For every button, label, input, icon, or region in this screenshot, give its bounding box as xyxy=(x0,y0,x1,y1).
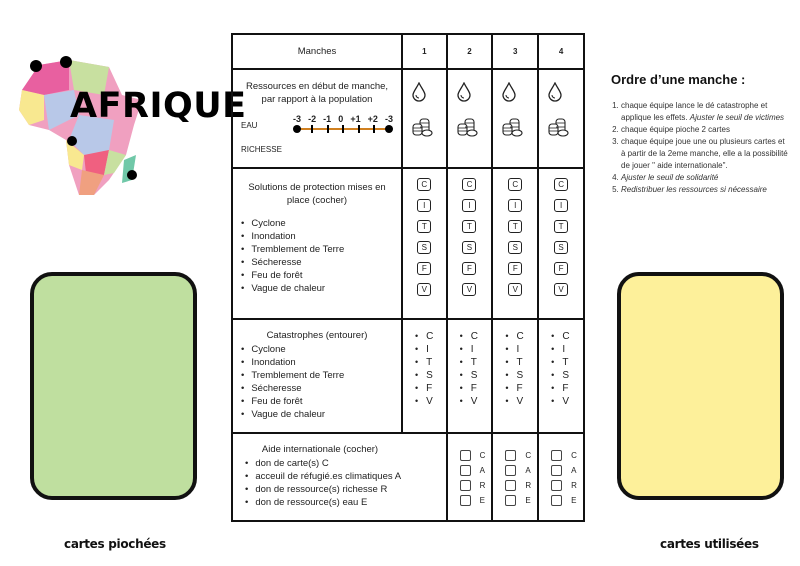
protection-checkbox[interactable]: F xyxy=(508,262,522,275)
aide-option[interactable] xyxy=(551,493,583,508)
list-item: • acceuil de réfugié.es climatiques A xyxy=(245,470,438,483)
protection-list xyxy=(241,217,393,295)
aide-code: R xyxy=(479,481,486,490)
catastrophes-row xyxy=(232,319,584,433)
aide-option[interactable] xyxy=(460,493,492,508)
aide-checkbox[interactable] xyxy=(460,480,471,491)
logo-title: AFRIQUE xyxy=(70,86,247,126)
aide-code: A xyxy=(525,466,531,475)
round-2: 2 xyxy=(447,34,493,69)
water-drop-icon xyxy=(547,82,583,105)
protection-row xyxy=(232,168,584,319)
protection-checkbox[interactable]: V xyxy=(554,283,568,296)
africa-map-logo xyxy=(14,55,229,200)
step-text: chaque équipe joue une ou plusieurs cartes et à partir de la 2eme manche, elle a la possibilité de jouer " aide internationale". xyxy=(621,137,788,170)
protection-checkbox[interactable]: S xyxy=(554,241,568,254)
aide-checkbox[interactable] xyxy=(551,450,562,461)
aide-code: C xyxy=(479,451,486,460)
coins-icon xyxy=(411,117,446,140)
step-italic: Ajuster le seuil de victimes xyxy=(689,113,785,122)
catastrophe-option[interactable]: • S xyxy=(551,369,583,382)
coins-icon xyxy=(456,117,492,140)
richesse-label: RICHESSE xyxy=(241,145,282,154)
catastrophe-option[interactable]: • T xyxy=(460,356,492,369)
step-italic: Redistribuer les ressources si nécessaire xyxy=(621,185,767,194)
catastrophe-option[interactable]: • T xyxy=(415,356,446,369)
aide-checkbox[interactable] xyxy=(551,495,562,506)
scale-tick: +1 xyxy=(350,114,361,124)
aide-option[interactable] xyxy=(460,463,492,478)
drawn-cards-label: cartes piochées xyxy=(64,537,166,551)
aide-option[interactable] xyxy=(551,448,583,463)
aide-code: E xyxy=(479,496,485,505)
list-item: • don de ressource(s) eau E xyxy=(245,496,438,509)
protection-checkbox[interactable]: I xyxy=(462,199,476,212)
round-3: 3 xyxy=(492,34,538,69)
catastrophe-option[interactable]: • F xyxy=(505,382,537,395)
aide-option[interactable] xyxy=(505,493,537,508)
aide-list xyxy=(245,457,438,509)
game-table xyxy=(231,33,585,522)
aide-code: R xyxy=(571,481,577,490)
resources-cell xyxy=(402,69,447,168)
list-item: • Inondation xyxy=(241,230,393,243)
scale-tick: -3 xyxy=(384,114,393,124)
scale-tick: -2 xyxy=(308,114,317,124)
list-item: • Inondation xyxy=(241,356,393,369)
pin-icon xyxy=(30,60,42,72)
order-title: Ordre d’une manche : xyxy=(611,72,746,87)
catastrophe-option[interactable]: • C xyxy=(505,330,537,343)
catastrophe-option[interactable]: • V xyxy=(415,395,446,408)
protection-checkbox[interactable]: T xyxy=(554,220,568,233)
header-row xyxy=(232,34,584,69)
protection-checkbox[interactable]: S xyxy=(417,241,431,254)
aide-checkbox[interactable] xyxy=(460,465,471,476)
aide-option[interactable] xyxy=(551,478,583,493)
order-step xyxy=(621,124,791,136)
list-item: • Tremblement de Terre xyxy=(241,369,393,382)
scale-tick: -3 xyxy=(293,114,302,124)
round-1: 1 xyxy=(402,34,447,69)
water-drop-icon xyxy=(456,82,492,105)
catastrophe-option[interactable]: • I xyxy=(551,343,583,356)
catastrophes-title: Catastrophes (entourer) xyxy=(266,330,368,341)
list-item: • Tremblement de Terre xyxy=(241,243,393,256)
catastrophe-option[interactable]: • C xyxy=(415,330,446,343)
protection-checkbox[interactable]: S xyxy=(462,241,476,254)
aide-code: R xyxy=(525,481,532,490)
protection-checkbox[interactable]: S xyxy=(508,241,522,254)
protection-checkbox[interactable]: T xyxy=(462,220,476,233)
drawn-cards-area[interactable] xyxy=(30,272,197,500)
aide-option[interactable] xyxy=(505,478,537,493)
list-item: • Sécheresse xyxy=(241,382,393,395)
order-step xyxy=(621,100,791,124)
aide-code: C xyxy=(525,451,532,460)
order-step xyxy=(621,184,791,196)
order-step xyxy=(621,136,791,172)
catastrophe-option[interactable]: • F xyxy=(551,382,583,395)
resource-scale-line xyxy=(293,124,393,134)
step-text: chaque équipe lance le dé catastrophe et applique les effets. xyxy=(621,101,768,122)
catastrophe-option[interactable]: • C xyxy=(460,330,492,343)
catastrophe-option[interactable]: • I xyxy=(415,343,446,356)
list-item: • Cyclone xyxy=(241,343,393,356)
aide-option[interactable] xyxy=(505,448,537,463)
list-item: • Vague de chaleur xyxy=(241,282,393,295)
protection-checkbox[interactable]: F xyxy=(554,262,568,275)
catastrophe-option[interactable]: • F xyxy=(460,382,492,395)
resources-title: Ressources en début de manche, par rapport à la population xyxy=(245,81,389,105)
list-item: • Feu de forêt xyxy=(241,269,393,282)
protection-checkbox[interactable]: C xyxy=(508,178,522,191)
aide-option[interactable] xyxy=(460,448,492,463)
aide-option[interactable] xyxy=(551,463,583,478)
aide-code: E xyxy=(571,496,577,505)
aide-title: Aide internationale (cocher) xyxy=(261,444,379,455)
list-item: • Cyclone xyxy=(241,217,393,230)
aide-option[interactable] xyxy=(460,478,492,493)
resources-cell xyxy=(447,69,493,168)
aide-checkbox[interactable] xyxy=(505,480,516,491)
protection-checkbox[interactable]: I xyxy=(417,199,431,212)
catastrophe-option[interactable]: • I xyxy=(505,343,537,356)
used-cards-label: cartes utilisées xyxy=(660,537,759,551)
catastrophe-option[interactable]: • S xyxy=(505,369,537,382)
scale-tick: 0 xyxy=(338,114,344,124)
catastrophe-option[interactable]: • V xyxy=(460,395,492,408)
coins-icon xyxy=(501,117,537,140)
protection-checkbox[interactable]: C xyxy=(462,178,476,191)
scale-labels xyxy=(293,114,393,124)
used-cards-area[interactable] xyxy=(617,272,784,500)
water-drop-icon xyxy=(501,82,537,105)
aide-checkbox[interactable] xyxy=(505,450,516,461)
aide-option[interactable] xyxy=(505,463,537,478)
step-text: chaque équipe pioche 2 cartes xyxy=(621,125,730,134)
catastrophe-option[interactable]: • T xyxy=(505,356,537,369)
catastrophe-option[interactable]: • T xyxy=(551,356,583,369)
step-italic: Ajuster le seuil de solidarité xyxy=(621,173,719,182)
aide-code: A xyxy=(571,466,577,475)
protection-checkbox[interactable]: V xyxy=(417,283,431,296)
protection-title: Solutions de protection mises en place (cocher) xyxy=(248,182,386,206)
list-item: • Feu de forêt xyxy=(241,395,393,408)
round-4: 4 xyxy=(538,34,584,69)
water-drop-icon xyxy=(411,82,446,105)
protection-checkbox[interactable]: T xyxy=(417,220,431,233)
list-item: • don de carte(s) C xyxy=(245,457,438,470)
aide-code: C xyxy=(571,451,577,460)
protection-checkbox[interactable]: I xyxy=(508,199,522,212)
coins-icon xyxy=(547,117,583,140)
order-step xyxy=(621,172,791,184)
aide-row xyxy=(232,433,584,521)
order-list xyxy=(611,100,791,196)
catastrophe-option[interactable]: • V xyxy=(505,395,537,408)
protection-checkbox[interactable]: V xyxy=(462,283,476,296)
header-label: Manches xyxy=(232,34,402,69)
scale-tick: -1 xyxy=(323,114,332,124)
catastrophe-option[interactable]: • V xyxy=(551,395,583,408)
protection-checkbox[interactable]: F xyxy=(462,262,476,275)
protection-checkbox[interactable]: F xyxy=(417,262,431,275)
list-item: • Vague de chaleur xyxy=(241,408,393,421)
resources-cell xyxy=(538,69,584,168)
aide-checkbox[interactable] xyxy=(460,450,471,461)
scale-tick: +2 xyxy=(367,114,378,124)
aide-code: E xyxy=(525,496,531,505)
list-item: • don de ressource(s) richesse R xyxy=(245,483,438,496)
resources-cell xyxy=(492,69,538,168)
catastrophe-option[interactable]: • S xyxy=(415,369,446,382)
aide-checkbox[interactable] xyxy=(551,465,562,476)
protection-checkbox[interactable]: C xyxy=(554,178,568,191)
aide-code: A xyxy=(479,466,485,475)
catastrophe-option[interactable]: • S xyxy=(460,369,492,382)
catastrophe-option[interactable]: • F xyxy=(415,382,446,395)
eau-label: EAU xyxy=(241,121,258,130)
catastrophe-option[interactable]: • I xyxy=(460,343,492,356)
protection-checkbox[interactable]: V xyxy=(508,283,522,296)
protection-checkbox[interactable]: T xyxy=(508,220,522,233)
resources-row xyxy=(232,69,584,168)
aide-checkbox[interactable] xyxy=(460,495,471,506)
catastrophes-list xyxy=(241,343,393,421)
aide-checkbox[interactable] xyxy=(505,495,516,506)
aide-checkbox[interactable] xyxy=(551,480,562,491)
catastrophe-option[interactable]: • C xyxy=(551,330,583,343)
list-item: • Sécheresse xyxy=(241,256,393,269)
aide-checkbox[interactable] xyxy=(505,465,516,476)
round-order-panel xyxy=(611,72,791,196)
protection-checkbox[interactable]: I xyxy=(554,199,568,212)
protection-checkbox[interactable]: C xyxy=(417,178,431,191)
